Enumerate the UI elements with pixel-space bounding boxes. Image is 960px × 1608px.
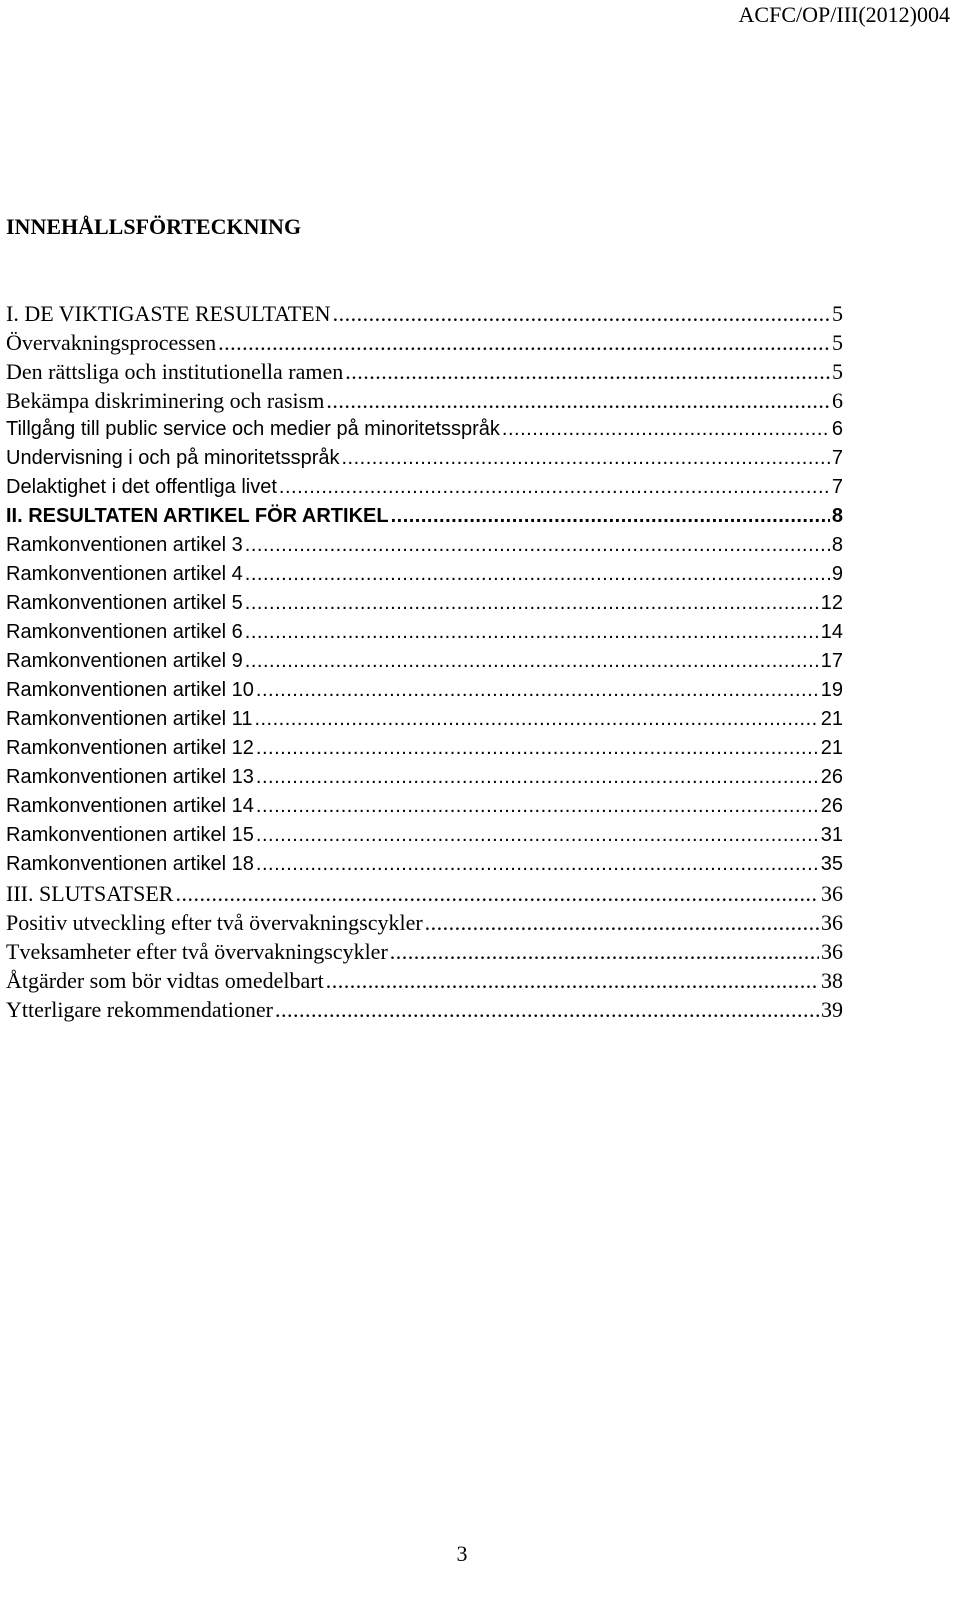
toc-entry-label: Ramkonventionen artikel 5 [6, 592, 243, 614]
toc-entry-page: 36 [821, 910, 843, 935]
toc-entry-label: Ramkonventionen artikel 15 [6, 824, 254, 846]
toc-dot-leader [326, 966, 819, 995]
toc-entry-page: 6 [831, 418, 843, 440]
toc-entry-label: Ramkonventionen artikel 3 [6, 534, 243, 556]
toc-entry[interactable] [6, 647, 843, 676]
toc-entry-page: 6 [832, 388, 843, 413]
toc-entry-page: 12 [820, 592, 843, 614]
toc-entry-label: Den rättsliga och institutionella ramen [6, 359, 344, 384]
table-of-contents [6, 299, 843, 1024]
toc-entry-page: 5 [832, 301, 843, 326]
toc-entry-label: Ramkonventionen artikel 13 [6, 766, 254, 788]
toc-entry[interactable] [6, 821, 843, 850]
toc-entry-label: Ramkonventionen artikel 4 [6, 563, 243, 585]
toc-entry-label: Positiv utveckling efter två övervakningscykler [6, 910, 423, 935]
toc-entry[interactable] [6, 386, 843, 415]
toc-entry-label: Tveksamheter efter två övervakningscykler [6, 939, 388, 964]
toc-dot-leader [256, 676, 819, 705]
document-reference: ACFC/OP/III(2012)004 [738, 2, 950, 27]
toc-dot-leader [175, 879, 819, 908]
toc-dot-leader [345, 357, 830, 386]
toc-entry-page: 8 [831, 505, 843, 527]
toc-dot-leader [245, 618, 819, 647]
toc-entry[interactable] [6, 705, 843, 734]
toc-entry-label: Tillgång till public service och medier på minoritetsspråk [6, 418, 500, 440]
toc-entry-label: Ramkonventionen artikel 10 [6, 679, 254, 701]
toc-dot-leader [279, 473, 830, 502]
toc-dot-leader [256, 763, 819, 792]
toc-entry-label: Ramkonventionen artikel 18 [6, 853, 254, 875]
toc-entry-label: Övervakningsprocessen [6, 330, 217, 355]
toc-entry-label: Ramkonventionen artikel 12 [6, 737, 254, 759]
toc-dot-leader [502, 415, 830, 444]
toc-entry-label: Undervisning i och på minoritetsspråk [6, 447, 340, 469]
toc-entry-label: Delaktighet i det offentliga livet [6, 476, 277, 498]
toc-dot-leader [326, 386, 830, 415]
toc-entry-label: Åtgärder som bör vidtas omedelbart [6, 968, 324, 993]
toc-entry[interactable] [6, 937, 843, 966]
toc-entry-page: 17 [820, 650, 843, 672]
toc-dot-leader [254, 705, 818, 734]
toc-entry-page: 26 [820, 766, 843, 788]
toc-entry-page: 21 [820, 708, 843, 730]
toc-entry-page: 36 [821, 881, 843, 906]
toc-entry-page: 14 [820, 621, 843, 643]
toc-entry[interactable] [6, 734, 843, 763]
toc-entry-page: 26 [820, 795, 843, 817]
toc-entry-page: 7 [831, 447, 843, 469]
toc-dot-leader [256, 734, 819, 763]
toc-entry-label: Ramkonventionen artikel 9 [6, 650, 243, 672]
toc-entry[interactable] [6, 589, 843, 618]
toc-dot-leader [245, 531, 830, 560]
toc-entry[interactable] [6, 502, 843, 531]
toc-entry[interactable] [6, 763, 843, 792]
toc-dot-leader [425, 908, 819, 937]
toc-dot-leader [256, 821, 819, 850]
toc-entry[interactable] [6, 966, 843, 995]
toc-dot-leader [245, 647, 819, 676]
toc-entry[interactable] [6, 676, 843, 705]
page-number: 3 [456, 1541, 468, 1566]
toc-entry[interactable] [6, 908, 843, 937]
toc-dot-leader [391, 502, 830, 531]
toc-entry[interactable] [6, 879, 843, 908]
toc-entry[interactable] [6, 531, 843, 560]
toc-dot-leader [342, 444, 830, 473]
toc-entry-page: 7 [831, 476, 843, 498]
toc-entry-page: 38 [821, 968, 843, 993]
toc-entry[interactable] [6, 357, 843, 386]
toc-dot-leader [275, 995, 819, 1024]
toc-entry-page: 5 [832, 359, 843, 384]
toc-entry-label: III. SLUTSATSER [6, 881, 174, 906]
toc-entry-label: Ramkonventionen artikel 6 [6, 621, 243, 643]
toc-entry-page: 5 [832, 330, 843, 355]
toc-entry[interactable] [6, 792, 843, 821]
toc-entry[interactable] [6, 560, 843, 589]
toc-dot-leader [256, 792, 819, 821]
toc-entry-label: Ytterligare rekommendationer [6, 997, 273, 1022]
toc-entry[interactable] [6, 995, 843, 1024]
toc-entry-page: 35 [820, 853, 843, 875]
toc-entry[interactable] [6, 473, 843, 502]
toc-entry-label: Ramkonventionen artikel 14 [6, 795, 254, 817]
toc-dot-leader [256, 850, 819, 879]
toc-entry[interactable] [6, 299, 843, 328]
toc-entry-label: Bekämpa diskriminering och rasism [6, 388, 325, 413]
toc-entry-page: 9 [831, 563, 843, 585]
toc-entry[interactable] [6, 444, 843, 473]
toc-entry-page: 21 [820, 737, 843, 759]
toc-entry-page: 36 [821, 939, 843, 964]
toc-entry-label: Ramkonventionen artikel 11 [6, 708, 253, 730]
toc-title: INNEHÅLLSFÖRTECKNING [6, 214, 302, 239]
toc-entry[interactable] [6, 415, 843, 444]
toc-entry-label: I. DE VIKTIGASTE RESULTATEN [6, 301, 331, 326]
toc-entry[interactable] [6, 850, 843, 879]
toc-dot-leader [245, 589, 819, 618]
toc-entry[interactable] [6, 618, 843, 647]
toc-dot-leader [245, 560, 830, 589]
toc-entry[interactable] [6, 328, 843, 357]
toc-entry-page: 39 [821, 997, 843, 1022]
toc-dot-leader [333, 299, 830, 328]
toc-entry-page: 8 [831, 534, 843, 556]
toc-entry-page: 19 [820, 679, 843, 701]
toc-entry-label: II. RESULTATEN ARTIKEL FÖR ARTIKEL [6, 505, 389, 527]
toc-dot-leader [218, 328, 830, 357]
toc-entry-page: 31 [820, 824, 843, 846]
toc-dot-leader [390, 937, 819, 966]
